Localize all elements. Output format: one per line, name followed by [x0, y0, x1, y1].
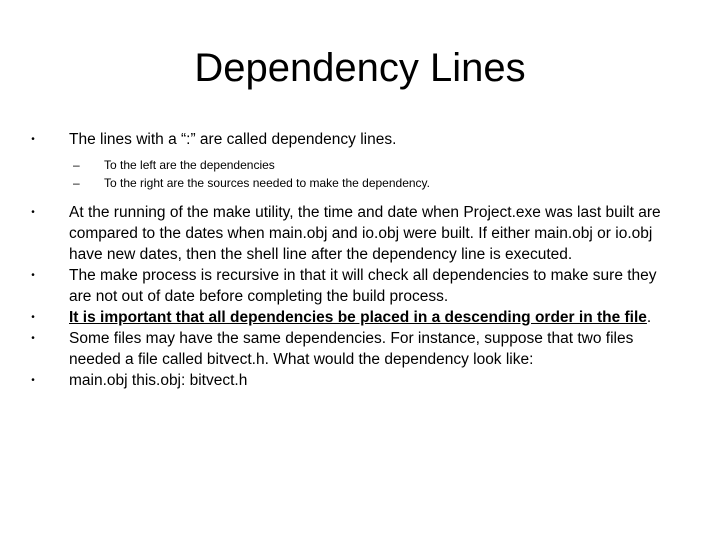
bullet-item	[27, 129, 677, 150]
bullet-text-emphasis: It is important that all dependencies be placed in a descending order in the file	[69, 309, 647, 326]
sub-bullet-list	[27, 156, 677, 192]
bullet-icon: •	[31, 333, 35, 344]
slide-title: Dependency Lines	[194, 46, 526, 90]
dash-icon: –	[73, 176, 80, 190]
bullet-text: At the running of the make utility, the time and date when Project.exe was last built are compared to the dates when main.obj and io.obj were built. If either main.obj or io.obj have new dates, then the shell line after the dependency line is executed.	[69, 204, 661, 263]
bullet-item	[27, 265, 677, 307]
bullet-text-suffix: .	[646, 309, 652, 326]
bullet-text: Some files may have the same dependencies. For instance, suppose that two files needed a file called bitvect.h. What would the dependency look like:	[69, 330, 634, 368]
bullet-item	[27, 328, 677, 370]
sub-bullet-item	[27, 156, 677, 174]
bullet-item	[27, 202, 677, 265]
sub-bullet-text: To the left are the dependencies	[104, 158, 275, 172]
bullet-icon: •	[31, 375, 35, 386]
sub-bullet-text: To the right are the sources needed to make the dependency.	[104, 176, 430, 190]
bullet-icon: •	[31, 207, 35, 218]
bullet-icon: •	[31, 134, 35, 145]
dash-icon: –	[73, 158, 80, 172]
bullet-text: main.obj this.obj: bitvect.h	[69, 372, 248, 389]
bullet-icon: •	[31, 312, 35, 323]
bullet-icon: •	[31, 270, 35, 281]
bullet-text: The lines with a “:” are called dependency lines.	[69, 131, 397, 148]
bullet-item	[27, 370, 677, 391]
bullet-text: The make process is recursive in that it will check all dependencies to make sure they are not out of date before completing the build process.	[69, 267, 657, 305]
bullet-item	[27, 307, 677, 328]
sub-bullet-item	[27, 174, 677, 192]
bullet-list	[27, 129, 677, 391]
